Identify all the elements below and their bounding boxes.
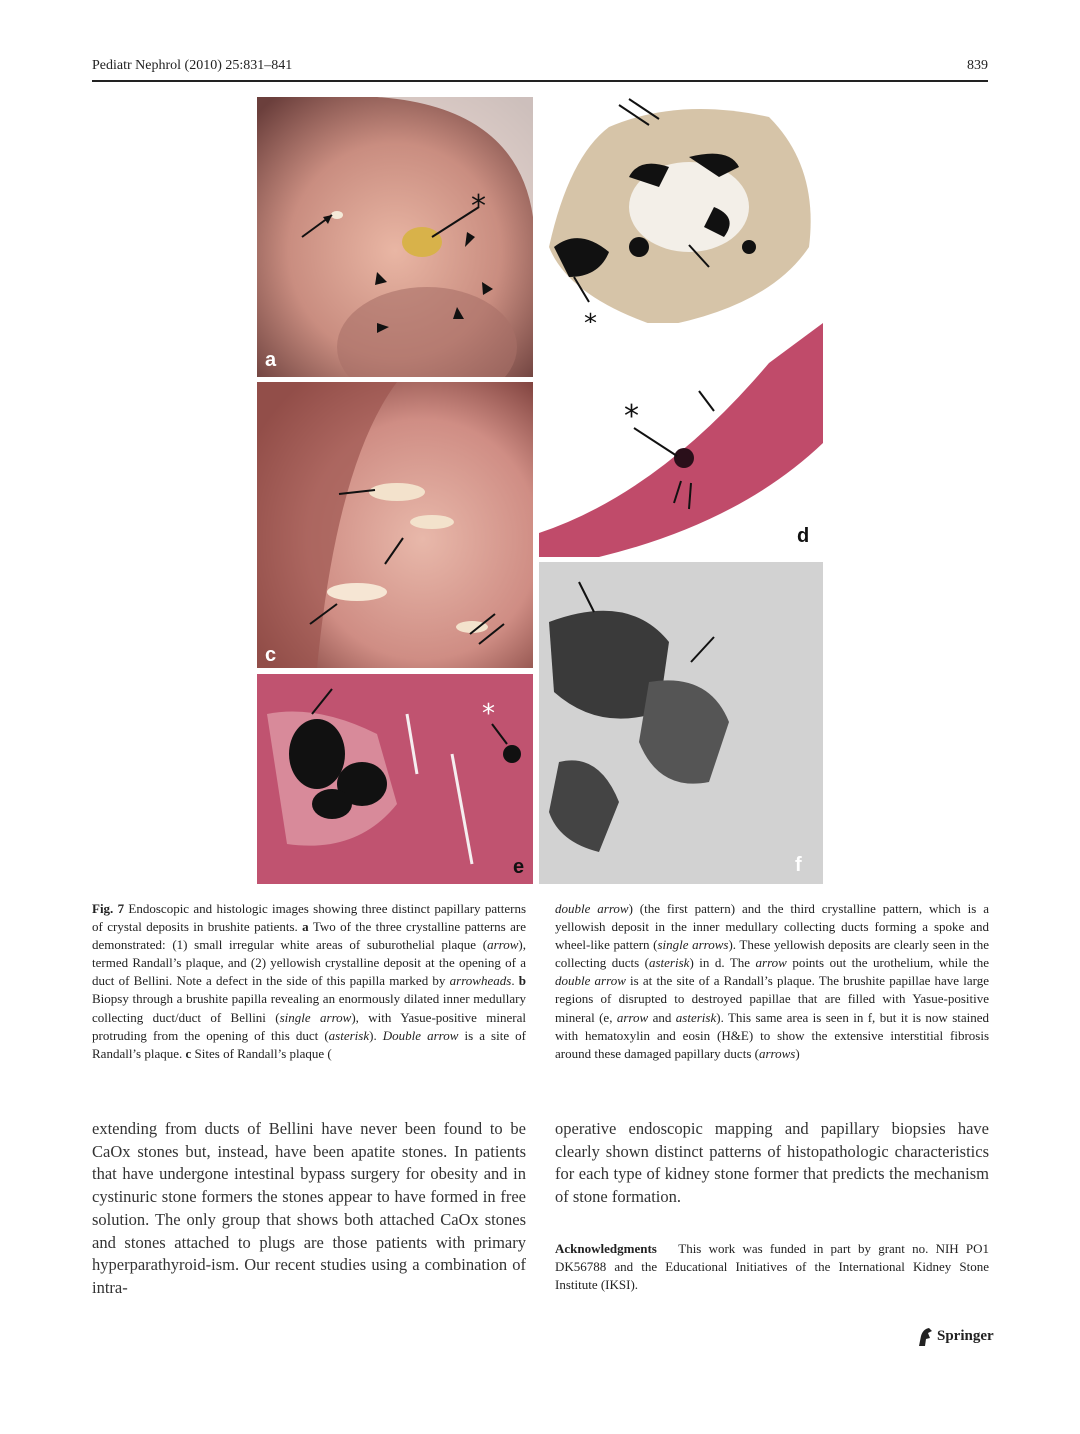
caption-emphasis: asterisk [328, 1027, 370, 1043]
caption-text: Two of the three crystalline patterns are demonstrated: (1) small irregular white areas of suburothelial plaque ( [92, 919, 527, 953]
caption-panel-ref: b [518, 973, 527, 989]
acknowledgments [555, 1240, 989, 1294]
running-header [92, 58, 988, 80]
caption-emphasis: arrows [758, 1045, 796, 1061]
caption-emphasis: arrow [755, 955, 787, 971]
caption-panel-ref: a [302, 919, 309, 935]
caption-text: ). These yellowish deposits are clearly seen in the collecting ducts ( [555, 937, 990, 971]
caption-emphasis: single arrow [279, 1009, 352, 1025]
panel-label-f: f [795, 854, 802, 876]
caption-text: Endoscopic and histologic images showing three distinct papillary patterns of crystal deposits in brushite patients. [92, 901, 527, 935]
springer-horse-icon [915, 1326, 935, 1348]
caption-emphasis: arrowheads [449, 973, 512, 989]
figure-panel-d [539, 323, 823, 557]
figure-panel-f [539, 562, 823, 884]
caption-text: ) (the first pattern) and the third crystalline pattern, which is a yellowish deposit in the inner medullary collecting ducts forming a spoke and wheel-like pattern ( [555, 901, 989, 953]
asterisk-marker: * [624, 399, 639, 434]
panel-label-c: c [265, 644, 277, 666]
caption-text: Biopsy through a brushite papilla revealing an enormously dilated inner medullary collecting duct/duct of Bellini ( [92, 991, 526, 1025]
caption-text: and [652, 1009, 672, 1025]
figure-label: Fig. 7 [92, 901, 125, 916]
endoscopy-image-c [257, 382, 533, 668]
asterisk-marker: * [482, 699, 495, 729]
figure-panel-e [257, 674, 533, 884]
caption-text: Sites of Randall’s plaque ( [194, 1045, 332, 1061]
caption-text: is at the site of a Randall’s plaque. The brushite papillae have large regions of disrupted to destroyed papillae that are filled with Yasue-positive mineral (e, [555, 973, 989, 1025]
acknowledgments-title: Acknowledgments [555, 1241, 657, 1256]
asterisk-marker: * [471, 189, 486, 224]
panel-label-a: a [265, 349, 277, 371]
caption-text: ), with Yasue-positive mineral protruding from the opening of this duct ( [92, 1009, 526, 1043]
caption-emphasis: double arrow [555, 973, 626, 989]
histology-image-d [539, 323, 823, 557]
caption-panel-ref: c [185, 1045, 192, 1061]
figure-caption-right [555, 900, 989, 1063]
page-number: 839 [967, 58, 988, 73]
caption-emphasis: arrow [616, 1009, 649, 1025]
header-rule [92, 80, 988, 82]
figure-panel-a [257, 97, 533, 377]
body-text-left: extending from ducts of Bellini have never been found to be CaOx stones but, instead, have been apatite stones. In patients that have undergone intestinal bypass surgery for obesity and in cystinuric stone formers the stones appear to have formed in free solution. The only group that shows both attached CaOx stones and stones attached to plugs are those patients with primary hyperparathyroid-ism. Our recent studies using a combination of intra- [92, 1119, 526, 1297]
caption-emphasis: arrow [487, 937, 519, 953]
caption-text: is a site of Randall’s plaque. [92, 1027, 526, 1061]
acknowledgments-text: This work was funded in part by grant no. NIH PO1 DK56788 and the Educational Initiatives of the International Kidney Stone Institute (IKSI). [555, 1241, 990, 1292]
figure-caption-left [92, 900, 526, 1063]
histology-image-f [539, 562, 823, 884]
body-text-right: operative endoscopic mapping and papillary biopsies have clearly shown distinct patterns of histopathologic characteristics for each type of kidney stone former that predicts the mechanism of stone formation. [555, 1119, 989, 1207]
journal-citation: Pediatr Nephrol (2010) 25:831–841 [92, 58, 293, 73]
panel-label-d: d [797, 525, 810, 547]
caption-emphasis: asterisk [648, 955, 690, 971]
endoscopy-image-a [257, 97, 533, 377]
panel-label-e: e [513, 856, 525, 878]
caption-text: points out the urothelium, while the [792, 955, 990, 971]
caption-text: . [511, 973, 515, 989]
caption-emphasis: Double arrow [382, 1027, 459, 1043]
caption-text: ). [369, 1027, 377, 1043]
caption-emphasis: single arrows [657, 937, 729, 953]
caption-emphasis: asterisk [675, 1009, 717, 1025]
publisher-name: Springer [937, 1328, 994, 1344]
caption-text: ). This same area is seen in f, but it is now stained with hematoxylin and eosin (H&E) to show the extensive interstitial fibrosis around these damaged papillary ducts ( [555, 1009, 990, 1061]
caption-emphasis: double arrow [555, 901, 629, 916]
figure-panel-c [257, 382, 533, 668]
caption-text: ) in d. The [689, 955, 751, 971]
caption-text: ) [795, 1045, 800, 1061]
caption-text: ), termed Randall’s plaque, and (2) yellowish crystalline deposit at the opening of a duct of Bellini. Note a defect in the side of this papilla marked by [92, 937, 526, 989]
